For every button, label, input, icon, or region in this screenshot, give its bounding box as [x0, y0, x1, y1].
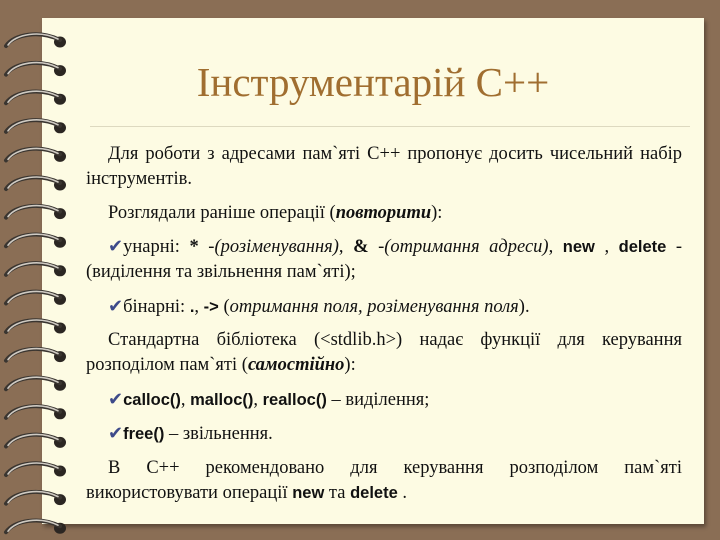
check-icon: ✔ — [108, 236, 124, 256]
recommendation-text: В С++ рекомендовано для керування розподілом пам`яті використовувати операції — [86, 457, 682, 503]
binary-label: бінарні: — [123, 296, 190, 317]
stdlib-text: Стандартна бібліотека (<stdlib.h>) надає функції для керування розподілом пам`яті ( — [86, 330, 682, 375]
op-new: new — [292, 483, 325, 502]
spiral-ring-icon — [6, 177, 66, 190]
op-addr-desc: -(отримання адреси) — [378, 237, 549, 257]
spiral-ring-icon — [6, 234, 66, 247]
op-arrow: -> — [203, 297, 219, 316]
spiral-ring-icon — [6, 206, 66, 219]
op-new: new — [562, 238, 595, 256]
paragraph-stdlib — [86, 328, 682, 378]
spiral-ring-icon — [6, 463, 66, 476]
spiral-ring-icon — [6, 34, 66, 47]
title-divider — [90, 126, 690, 127]
spiral-ring-icon — [6, 492, 66, 505]
period: . — [397, 482, 408, 503]
check-icon: ✔ — [108, 388, 124, 409]
sep: , — [548, 237, 554, 257]
spiral-ring-icon — [6, 263, 66, 276]
op-delete: delete — [350, 483, 398, 502]
op-delete: delete — [618, 238, 667, 256]
fn-calloc: calloc() — [123, 390, 181, 409]
spiral-ring-icon — [6, 406, 66, 419]
sep: , — [253, 389, 263, 410]
bullet-free-function — [86, 421, 682, 447]
paren: ). — [518, 296, 530, 317]
spiral-ring-icon — [6, 377, 66, 390]
fn-malloc: malloc() — [190, 390, 254, 409]
recap-text: Розглядали раніше операції ( — [108, 202, 336, 223]
slide-title: Інструментарій С++ — [196, 59, 550, 105]
fn-free: free() — [123, 425, 165, 443]
check-icon: ✔ — [108, 423, 124, 443]
paragraph-recommendation — [86, 456, 682, 506]
stdlib-emphasis: самостійно — [247, 355, 345, 375]
spiral-ring-icon — [6, 120, 66, 133]
op-star: * — [189, 237, 199, 257]
recap-emphasis: повторити — [335, 202, 432, 223]
alloc-fn-desc: – виділення; — [326, 389, 430, 410]
paren: ( — [218, 296, 230, 317]
spiral-ring-icon — [6, 63, 66, 76]
spiral-ring-icon — [6, 520, 66, 533]
free-desc: – звільнення. — [164, 424, 273, 444]
conj: та — [324, 482, 351, 503]
binary-desc: отримання поля, розіменування поля — [229, 296, 519, 317]
bullet-alloc-functions — [86, 387, 682, 413]
bullet-binary — [86, 294, 682, 320]
op-amp: & — [353, 237, 369, 257]
bullet-unary — [86, 234, 682, 285]
intro-text: Для роботи з адресами пам`яті С++ пропонує досить чисельний набір інструментів. — [86, 144, 682, 189]
paragraph-intro — [86, 142, 682, 192]
spiral-ring-icon — [6, 91, 66, 104]
sep: , — [594, 237, 619, 257]
spiral-ring-icon — [6, 148, 66, 161]
sep: , — [180, 389, 191, 410]
slide-content — [86, 142, 682, 514]
unary-label: унарні: — [123, 237, 190, 257]
spiral-ring-icon — [6, 291, 66, 304]
alloc-desc: -(виділення та звільнення пам`яті); — [86, 237, 683, 282]
check-icon: ✔ — [108, 295, 124, 316]
fn-realloc: realloc() — [262, 390, 327, 409]
op-dot: . — [189, 297, 195, 316]
stdlib-end: ): — [344, 355, 356, 375]
sep: , — [338, 237, 354, 257]
recap-end: ): — [431, 202, 443, 223]
slide-page — [42, 18, 704, 524]
spiral-ring-icon — [6, 349, 66, 362]
sep: , — [194, 296, 204, 317]
op-deref-desc: -(розіменування) — [208, 237, 339, 257]
spiral-binding — [0, 0, 80, 540]
paragraph-recap — [86, 201, 682, 226]
spiral-ring-icon — [6, 434, 66, 447]
spiral-ring-icon — [6, 320, 66, 333]
